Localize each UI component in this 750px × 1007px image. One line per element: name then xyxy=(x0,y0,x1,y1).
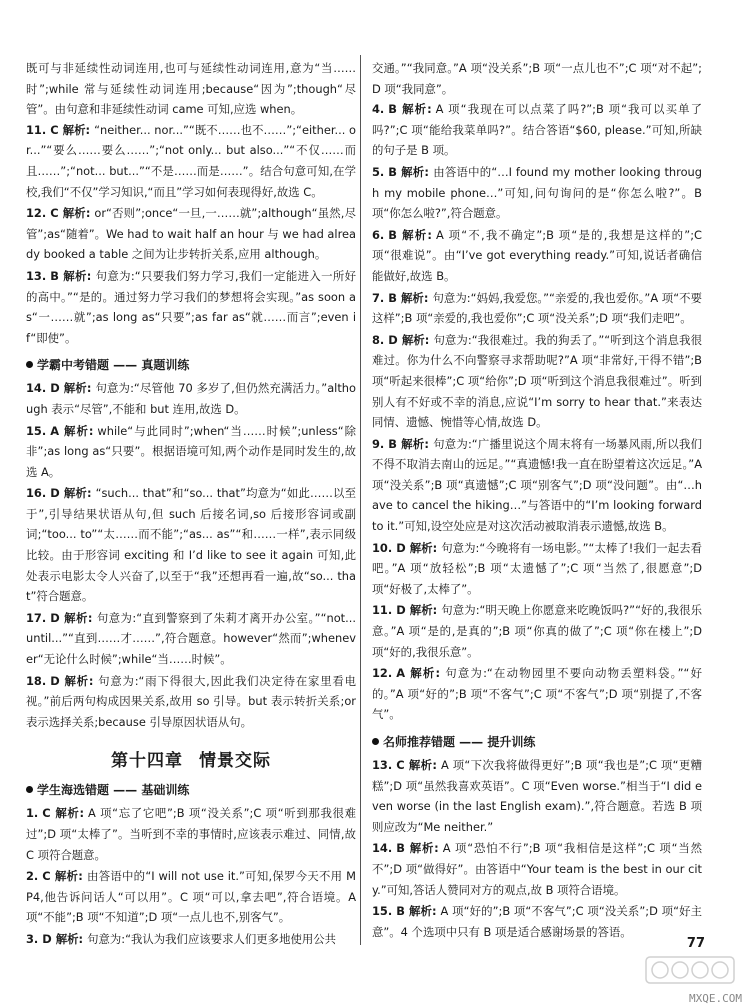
item-text: A 项“下次我将做得更好”;B 项“我也是”;C 项“更糟糕”;D 项“虽然我喜欢英语”。C 项“Even worse.”相当于“I did even worse (in the last English exam).”,符合题意。若选 B 项则应改为“Me neither.” xyxy=(372,758,702,834)
right-items-b xyxy=(372,755,702,942)
item-tag: 解析: xyxy=(400,164,429,179)
section-heading-2: 学生海选错题 —— 基础训练 xyxy=(26,781,356,799)
item-tag: 解析: xyxy=(63,486,92,501)
item-tag: 解析: xyxy=(400,290,429,305)
item-tag: 解析: xyxy=(63,673,94,688)
item-text: 由答语中的“…I found my mother looking through my mobile phone…”可知,问句询问的是“你怎么啦?”。B 项“你怎么啦?”,符合题意。 xyxy=(372,164,702,221)
answer-item xyxy=(26,929,356,950)
right-column xyxy=(372,58,702,943)
item-number: 13. xyxy=(26,268,47,283)
item-text: A 项“不,我不确定”;B 项“是的,我想是这样的”;C 项“很难说”。由“I’ve got everything ready.”可知,说话者确信能做好,故选 B。 xyxy=(372,227,702,283)
item-answer: C xyxy=(42,806,51,821)
item-text: 句意为:“我很难过。我的狗丢了。”“听到这个消息我很难过。你为什么不向警察寻求帮助呢?”A 项“非常好,干得不错”;B 项“听起来很棒”;C 项“给你”;D 项“听到这个消息我很难过”。听到别人有不好或不幸的消息,应说“I’m sorry to hear that.”来表达同情、遗憾、惋惜等心情,故选 D。 xyxy=(372,332,703,430)
item-answer: A xyxy=(50,423,60,438)
item-tag: 解析: xyxy=(408,904,437,919)
item-number: 18. xyxy=(26,673,47,688)
item-number: 1. xyxy=(26,806,39,821)
item-tag: 解析: xyxy=(400,436,429,451)
item-tag: 解析: xyxy=(408,758,437,772)
item-number: 3. xyxy=(26,931,39,946)
item-tag: 解析: xyxy=(409,666,441,681)
item-answer: B xyxy=(388,227,397,242)
item-number: 12. xyxy=(372,666,393,681)
page-number: 77 xyxy=(686,936,705,951)
answer-item xyxy=(372,330,702,433)
item-answer: D xyxy=(42,931,52,946)
answer-item xyxy=(26,378,356,419)
answer-item xyxy=(26,203,356,265)
right-items-a xyxy=(372,99,702,725)
answer-item xyxy=(26,803,356,865)
item-text: 句意为:“妈妈,我爱您。”“亲爱的,我也爱你。”A 项“不要这样”;B 项“亲爱的,我也爱你”;C 项“没关系”;D 项“我们走吧”。 xyxy=(372,290,702,326)
item-tag: 解析: xyxy=(63,423,94,438)
item-text: A 项“恐怕不行”;B 项“我相信是这样”;C 项“当然不”;D 项“做得好”。由答语中“Your team is the best in our city.”可知,答话人赞同对方的观点,故 B 项符合语境。 xyxy=(372,841,702,897)
item-answer: D xyxy=(388,332,398,347)
item-text: 句意为:“雨下得很大,因此我们决定待在家里看电视。”前后两句构成因果关系,故用 so 引导。but 表示转折关系;or 表示选择关系;because 引导原因状语从句。 xyxy=(26,673,356,729)
item-answer: D xyxy=(396,540,406,555)
item-text: A 项“忘了它吧”;B 项“没关系”;C 项“听到那我很难过”;D 项“太棒了”。当听到不幸的事情时,应该表示难过、同情,故 C 项符合题意。 xyxy=(26,806,356,862)
item-number: 14. xyxy=(26,381,47,396)
bullet-icon xyxy=(26,361,33,368)
answer-item xyxy=(26,608,356,670)
answer-item xyxy=(26,483,356,607)
item-text: 句意为:“今晚将有一场电影。”“太棒了!我们一起去看吧。”A 项“放轻松”;B 项“太遗憾了”;C 项“当然了,很愿意”;D 项“好极了,太棒了”。 xyxy=(372,540,702,596)
section-heading-3: 名师推荐错题 —— 提升训练 xyxy=(372,733,702,751)
item-text: 句意为:“直到警察到了朱莉才离开办公室。”“not... until...”“直到……才……”,符合题意。however“然而”;whenever“无论什么时候”;while“当……时候”。 xyxy=(26,610,357,667)
answer-item xyxy=(372,755,702,837)
item-answer: B xyxy=(388,436,397,451)
item-answer: B xyxy=(388,164,397,179)
item-tag: 解析: xyxy=(54,869,83,884)
left-items-b xyxy=(26,378,356,732)
item-number: 4. xyxy=(372,102,385,117)
item-text: 句意为:“我认为我们应该要求人们更多地使用公共 xyxy=(87,931,337,946)
answer-item xyxy=(372,225,702,287)
item-number: 11. xyxy=(372,603,393,618)
left-column xyxy=(26,58,356,951)
column-divider xyxy=(360,55,361,945)
answer-item xyxy=(372,538,702,600)
answer-item xyxy=(26,671,356,733)
item-number: 7. xyxy=(372,290,385,305)
item-tag: 解析: xyxy=(62,268,92,283)
item-answer: B xyxy=(396,904,405,919)
item-tag: 解析: xyxy=(401,332,430,347)
item-text: “such... that”和“so... that”均意为“如此……以至于”,引导结果状语从句,但 such 后接名词,so 后接形容词或副词;“too... to”“太……而不能”;“as... as”“和……一样”,表示同级比较。由于形容词 exciting 和 I’d like to see it again 可知,此处表示电影太令人兴奋了,以至于“我”还想再看一遍,故“so... that”符合题意。 xyxy=(26,486,356,604)
item-tag: 解析: xyxy=(63,610,93,625)
answer-item xyxy=(372,162,702,224)
item-number: 5. xyxy=(372,164,385,179)
item-answer: A xyxy=(396,666,406,681)
item-tag: 解析: xyxy=(54,806,84,821)
answer-item xyxy=(372,663,702,725)
item-number: 6. xyxy=(372,227,385,242)
item-number: 15. xyxy=(26,423,47,438)
item-tag: 解析: xyxy=(408,841,439,856)
answer-item xyxy=(372,99,702,161)
item-tag: 解析: xyxy=(63,381,92,396)
item-text: A 项“我现在可以点菜了吗?”;B 项“我可以买单了吗?”;C 项“能给我菜单吗?”。结合答语“$60, please.”可知,所缺的句子是 B 项。 xyxy=(372,102,702,158)
answer-item xyxy=(26,421,356,483)
item-answer: D xyxy=(396,603,406,618)
item-number: 17. xyxy=(26,610,47,625)
item-text: while“与此同时”;when“当……时候”;unless“除非”;as long as“只要”。根据语境可知,两个动作是同时发生的,故选 A。 xyxy=(26,423,357,479)
watermark-text: MXQE.COM xyxy=(689,992,742,1005)
answer-item xyxy=(26,120,356,202)
item-tag: 解析: xyxy=(62,122,91,137)
item-answer: D xyxy=(50,381,60,396)
bullet-icon xyxy=(372,738,379,745)
item-answer: B xyxy=(388,290,397,305)
item-answer: B xyxy=(50,268,59,283)
item-number: 16. xyxy=(26,486,47,501)
item-answer: C xyxy=(50,206,59,221)
answer-item xyxy=(372,434,702,537)
item-number: 8. xyxy=(372,332,385,347)
item-tag: 解析: xyxy=(409,540,438,555)
section-heading-1: 学霸中考错题 —— 真题训练 xyxy=(26,356,356,374)
right-intro: 交通。”“我同意。”A 项“没关系”;B 项“一点儿也不”;C 项“对不起”;D 项“我同意”。 xyxy=(372,61,702,96)
item-number: 12. xyxy=(26,206,47,221)
item-text: 句意为:“尽管他 70 多岁了,但仍然充满活力。”although 表示“尽管”,不能和 but 连用,故选 D。 xyxy=(26,381,356,416)
item-tag: 解析: xyxy=(55,931,84,946)
left-items-c xyxy=(26,803,356,949)
item-tag: 解析: xyxy=(400,102,432,117)
item-answer: D xyxy=(50,486,60,501)
item-tag: 解析: xyxy=(400,227,432,242)
item-answer: C xyxy=(396,758,405,772)
item-tag: 解析: xyxy=(409,603,438,618)
answer-item xyxy=(26,266,356,348)
item-answer: B xyxy=(388,102,397,117)
item-text: 句意为:“广播里说这个周末将有一场暴风雨,所以我们不得不取消去南山的远足。”“真遗憾!我一直在盼望着这次远足。”A 项“没关系”;B 项“真遗憾”;C 项“别客气”;D 项“没问题”。由“…have to cancel the hiking…”与答语中的“I’m looking forward to it.”可知,设空处应是对这次活动被取消表示遗憾,故选 B。 xyxy=(372,436,702,534)
item-text: 句意为:“在动物园里不要向动物丢塑料袋。”“好的。”A 项“好的”;B 项“不客气”;C 项“不客气”;D 项“别提了,不客气”。 xyxy=(372,666,702,722)
answer-item xyxy=(372,838,702,900)
item-answer: D xyxy=(50,673,60,688)
answer-item xyxy=(372,901,702,942)
bullet-icon xyxy=(26,786,33,793)
item-number: 10. xyxy=(372,540,393,555)
item-text: 句意为:“只要我们努力学习,我们一定能进入一所好的高中。”“是的。通过努力学习我们的梦想将会实现。”as soon as“一……就”;as long as“只要”;as far as“就……而言”;even if“即使”。 xyxy=(26,268,356,345)
item-text: or“否则”;once“一旦,一……就”;although“虽然,尽管”;as“随着”。We had to wait half an hour 与 we had already booked a table 之间为让步转折关系,应用 although。 xyxy=(26,206,356,262)
item-text: 句意为:“明天晚上你愿意来吃晚饭吗?”“好的,我很乐意。”A 项“是的,是真的”;B 项“你真的做了”;C 项“你在楼上”;D 项“好的,我很乐意”。 xyxy=(372,603,702,659)
item-answer: B xyxy=(396,841,405,856)
answer-item xyxy=(372,288,702,329)
item-answer: C xyxy=(42,869,51,884)
left-intro: 既可与非延续性动词连用,也可与延续性动词连用,意为“当……时”;while 常与延续性动词连用;because“因为”;though“尽管”。由句意和非延续性动词 came 可知,应选 when。 xyxy=(26,61,356,117)
item-text: 由答语中的“I will not use it.”可知,保罗今天不用 MP4,他告诉问话人“可以用”。C 项“可以,拿去吧”,符合语境。A 项“不能”;B 项“不知道”;D 项“一点儿也不,别客气”。 xyxy=(26,869,357,925)
chapter-title: 第十四章 情景交际 xyxy=(111,751,271,772)
item-number: 2. xyxy=(26,869,39,884)
item-text: A 项“好的”;B 项“不客气”;C 项“没关系”;D 项“好主意”。4 个选项中只有 B 项是适合感谢场景的答语。 xyxy=(372,904,702,939)
item-tag: 解析: xyxy=(62,206,91,221)
item-number: 15. xyxy=(372,904,393,919)
item-number: 13. xyxy=(372,758,393,772)
item-number: 9. xyxy=(372,436,385,451)
item-number: 14. xyxy=(372,841,393,856)
item-answer: D xyxy=(50,610,60,625)
answer-item xyxy=(372,600,702,662)
item-number: 11. xyxy=(26,122,47,137)
item-answer: C xyxy=(50,122,59,137)
answer-item xyxy=(26,866,356,928)
left-items-a xyxy=(26,120,356,349)
item-text: “neither... nor...”“既不……也不……”;“either... or...”“要么……要么……”;“not only... but also...”“不仅……而且……”;“not... but...”“不是……而是……”。结合句意可知,在学校,我们“不仅”学习知识,“而且”学习如何表现得好,故选 C。 xyxy=(26,122,356,199)
